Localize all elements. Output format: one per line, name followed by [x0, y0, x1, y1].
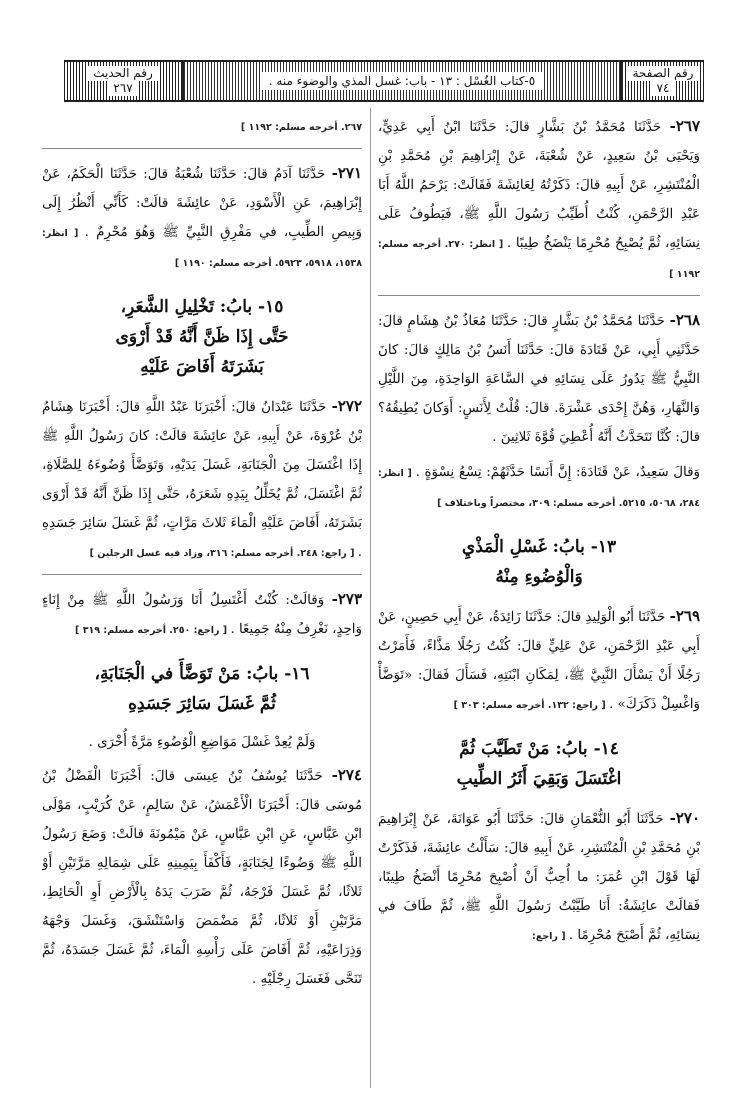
paragraph-separator [42, 148, 362, 149]
hadith-reference: [ راجع: ٢٥٠. أخرجه مسلم: ٣١٩ ] [75, 625, 231, 636]
hadith-number: ٢٧٠- [669, 809, 700, 827]
hadith-number-value: ٢٦٧ [107, 81, 138, 96]
hadith-number: ٢٧٢- [331, 397, 362, 415]
hadith-number: ٢٧٣- [331, 590, 362, 608]
hadith-paragraph [42, 392, 362, 568]
chapter-heading [378, 734, 700, 794]
hadith-paragraph [378, 306, 700, 452]
hadith-text: وَقالَتْ: كُنْتُ أَغْتَسِلُ أَنَا وَرَسُولُ اللَّهِ ﷺ مِنْ إِنَاءٍ وَاحِدٍ، نَغْرِفُ مِنْهُ جَمِيعًا . [42, 593, 362, 637]
hadith-reference: [ راجع: ٢٤٨. أخرجه مسلم: ٣١٦، وزاد فيه غسل الرجلين ] [89, 548, 358, 559]
chapter-heading [378, 532, 700, 592]
hadith-paragraph [42, 159, 362, 278]
hadith-text: حَدَّثَنَا مُحَمَّدُ بْنُ بَشَّارٍ قالَ: حَدَّثَنَا ابْنُ أَبِي عَدِيٍّ، وَيَحْيَى بْنُ سَعِيدٍ، عَنْ شُعْبَةَ، عَنْ إِبْرَاهِيمَ بْنِ مُحَمَّدِ بْنِ الْمُنْتَشِرِ، عَنْ أَبِيهِ قالَ: ذَكَرْتُهُ لِعَائِشَةَ فَقَالَتْ: يَرْحَمُ اللَّهُ أَبَا عَبْدِ الرَّحْمَنِ، كُنْتُ أُطَيِّبُ رَسُولَ اللَّهِ ﷺ، فَيَطُوفُ عَلَى نِسَائِهِ، ثُمَّ يُصْبِحُ مُحْرِمًا يَنْضَخُ طِيبًا . [378, 120, 700, 251]
hadith-text: حَدَّثَنَا مُحَمَّدُ بْنُ بَشَّارٍ قالَ: حَدَّثَنَا مُعَاذُ بْنُ هِشَامٍ قالَ: حَدَّثَنِي أَبِي، عَنْ قَتَادَةَ قالَ: حَدَّثَنَا أَنَسُ بْنُ مَالِكٍ قالَ: كانَ النَّبِيُّ ﷺ يَدُورُ عَلَى نِسَائِهِ في السَّاعَةِ الوَاحِدَةِ، مِنَ اللَّيْلِ وَالنَّهَارِ، وَهُنَّ إِحْدَى عَشْرَةَ. قالَ: قُلْتُ لِأَنَسٍ: أَوَكانَ يُطِيقُهُ؟ قالَ: كُنَّا نَتَحَدَّثُ أَنَّهُ أُعْطِيَ قُوَّةَ ثَلاثِينَ . [378, 314, 700, 445]
page-number-value: ٧٤ [651, 81, 676, 96]
hadith-reference: [ انظر: ١٥٣٨، ٥٩١٨، ٥٩٢٣. أخرجه مسلم: ١١٩٠ ] [42, 228, 362, 269]
chapter-heading-line: ثُمَّ غَسَلَ سَائِرَ جَسَدِهِ [128, 694, 276, 714]
hadith-number-box [64, 62, 184, 100]
right-column [378, 112, 700, 1087]
hadith-text: حَدَّثَنَا أَبُو الْوَلِيدِ قالَ: حَدَّثَنَا زَائِدَةُ، عَنْ أَبِي حَصِينٍ، عَنْ أَبِي عَبْدِ الرَّحْمَنِ، عَنْ عَلِيٍّ قالَ: كُنْتُ رَجُلًا مَذَّاءً، فَأَمَرْتُ رَجُلًا أَنْ يَسْأَلَ النَّبِيَّ ﷺ، لِمَكَانِ ابْنَتِهِ، فَسَأَلَ فَقالَ: «تَوَضَّأْ وَاغْسِلْ ذَكَرَكَ» . [378, 610, 700, 712]
chapter-heading-line: اغْتَسَلَ وَبَقِيَ أَثَرُ الطِّيبِ [456, 769, 622, 789]
left-column [42, 112, 362, 1087]
chapter-heading-line: ١٦- بابُ: مَنْ تَوَضَّأَ في الْجَنَابَةِ، [94, 664, 310, 684]
hadith-reference: [ راجع: [532, 931, 569, 942]
hadith-text: حَدَّثَنَا يُوسُفُ بْنُ عِيسَى قالَ: أَخْبَرَنَا الْفَضْلُ بْنُ مُوسَى قالَ: أَخْبَرَنَا الْأَعْمَشُ، عَنْ سَالِمٍ، عَنْ كُرَيْبٍ، مَوْلَى ابْنِ عَبَّاسٍ، عَنِ ابْنِ عَبَّاسٍ، عَنْ مَيْمُونَةَ قالَتْ: وَضَعَ رَسُولُ اللَّهِ ﷺ وَضُوءًا لِجَنَابَةٍ، فَأَكْفَأَ بِيَمِينِهِ عَلَى شِمَالِهِ مَرَّتَيْنِ أَوْ ثَلاثًا، ثُمَّ غَسَلَ فَرْجَهُ، ثُمَّ ضَرَبَ يَدَهُ بِالْأَرْضِ أَوِ الْحَائِطِ، مَرَّتَيْنِ أَوْ ثَلاثًا، ثُمَّ مَضْمَضَ وَاسْتَنْشَقَ، وَغَسَلَ وَجْهَهُ وَذِرَاعَيْهِ، ثُمَّ أَفَاضَ عَلَى رَأْسِهِ الْمَاءَ، ثُمَّ غَسَلَ جَسَدَهُ، ثُمَّ تَنَحَّى فَغَسَلَ رِجْلَيْهِ . [42, 769, 362, 987]
hadith-text: وَقالَ سَعِيدٌ، عَنْ قَتَادَةَ: إِنَّ أَنَسًا حَدَّثَهُمْ: تِسْعُ نِسْوَةٍ . [415, 465, 700, 480]
hadith-text: حَدَّثَنَا عَبْدَانُ قالَ: أَخْبَرَنَا عَبْدُ اللَّهِ قالَ: أَخْبَرَنَا هِشَامُ بْنُ عُرْوَةَ، عَنْ أَبِيهِ، عَنْ عائِشَةَ قالَتْ: كانَ رَسُولُ اللَّهِ ﷺ إِذَا اغْتَسَلَ مِنَ الْجَنَابَةِ، غَسَلَ يَدَيْهِ، وَتَوَضَّأَ وُضُوءَهُ لِلصَّلَاةِ، ثُمَّ اغْتَسَلَ، ثُمَّ يُخَلِّلُ بِيَدِهِ شَعَرَهُ، حَتَّى إِذَا ظَنَّ أَنَّهُ قَدْ أَرْوَى بَشَرَتَهُ، أَفَاضَ عَلَيْهِ الْمَاءَ ثَلاثَ مَرَّاتٍ، ثُمَّ غَسَلَ سَائِرَ جَسَدِهِ . [42, 400, 362, 560]
hadith-number: ٢٦٩- [669, 607, 700, 625]
chapter-heading-line: ١٣- بابُ: غَسْلِ الْمَذْيِ [461, 537, 617, 557]
chapter-heading-line: حَتَّى إِذَا ظَنَّ أَنَّهُ قَدْ أَرْوَى [115, 327, 289, 347]
chapter-heading-line: ١٤- بابُ: مَنْ تَطَيَّبَ ثُمَّ [459, 739, 619, 759]
hadith-reference: [ انظر: ٢٧٠. أخرجه مسلم: ١١٩٢ ] [378, 239, 700, 280]
hadith-paragraph [42, 761, 362, 994]
chapter-heading [42, 659, 362, 719]
hadith-reference: ٢٦٧. أخرجه مسلم: ١١٩٢ ] [240, 122, 362, 133]
hadith-paragraph [378, 112, 700, 289]
hadith-number: ٢٧١- [331, 164, 362, 182]
hadith-paragraph [42, 585, 362, 645]
chapter-subtitle: وَلَمْ يُعِدْ غَسْلَ مَوَاضِعِ الْوُضُوءِ مَرَّةً أُخْرَى . [88, 735, 316, 750]
hadith-paragraph [378, 804, 700, 951]
hadith-number-label: رقم الحديث [87, 66, 159, 81]
chapter-heading-line: بَشَرَتَهُ أَفَاضَ عَلَيْهِ [140, 357, 264, 377]
hadith-paragraph [378, 602, 700, 720]
hadith-reference: [ انظر: ٢٨٤، ٥٠٦٨، ٥٢١٥. أخرجه مسلم: ٣٠٩، مختصراً وباختلاف ] [378, 468, 700, 509]
running-title: ٥-كتاب الغُسْل : ١٣ - باب: غسل المذي والوضوء منه . [261, 72, 543, 90]
hadith-number: ٢٦٧- [669, 117, 700, 135]
paragraph-separator [378, 295, 700, 296]
hadith-reference: [ راجع: ١٣٢. أخرجه مسلم: ٣٠٣ ] [453, 700, 609, 711]
hadith-paragraph [42, 112, 362, 142]
hadith-text: حَدَّثَنَا أَبُو النُّعْمَانِ قالَ: حَدَّثَنَا أَبُو عَوَانَةَ، عَنْ إِبْرَاهِيمَ بْنِ مُحَمَّدِ بْنِ الْمُنْتَشِرِ، عَنْ أَبِيهِ قالَ: سَأَلْتُ عائِشَةَ، فَذَكَرْتُ لَهَا قَوْلَ ابْنِ عُمَرَ: ما أُحِبُّ أَنْ أُصْبِحَ مُحْرِمًا أَنْضَخُ طِيبًا، فَقالَتْ عائِشَةُ: أَنَا طَيَّبْتُ رَسُولَ اللَّهِ ﷺ، ثُمَّ طَافَ في نِسَائِهِ، ثُمَّ أَصْبَحَ مُحْرِمًا . [378, 812, 700, 943]
running-title-box [184, 62, 620, 100]
page-number-box [620, 62, 704, 100]
chapter-heading [42, 292, 362, 382]
hadith-text: حَدَّثَنَا آدَمُ قالَ: حَدَّثَنَا شُعْبَةُ قالَ: حَدَّثَنَا الْحَكَمُ، عَنْ إِبْرَاهِيمَ، عَنِ الْأَسْوَدِ، عَنْ عائِشَةَ قالَتْ: كَأَنِّي أَنْظُرُ إِلَى وَبِيصِ الطِّيبِ، في مَفْرِقِ النَّبِيِّ ﷺ وَهُوَ مُحْرِمٌ . [42, 167, 362, 240]
page-header [64, 60, 704, 102]
hadith-number: ٢٦٨- [669, 311, 700, 329]
column-divider [370, 108, 371, 1088]
chapter-heading-line: وَالْوُضُوءِ مِنْهُ [495, 567, 583, 587]
chapter-heading-line: ١٥- بابُ: تَخْلِيلِ الشَّعَرِ، [120, 297, 284, 317]
page-number-label: رقم الصفحة [627, 66, 700, 81]
paragraph-separator [42, 574, 362, 575]
hadith-paragraph [378, 458, 700, 518]
hadith-number: ٢٧٤- [331, 766, 362, 784]
